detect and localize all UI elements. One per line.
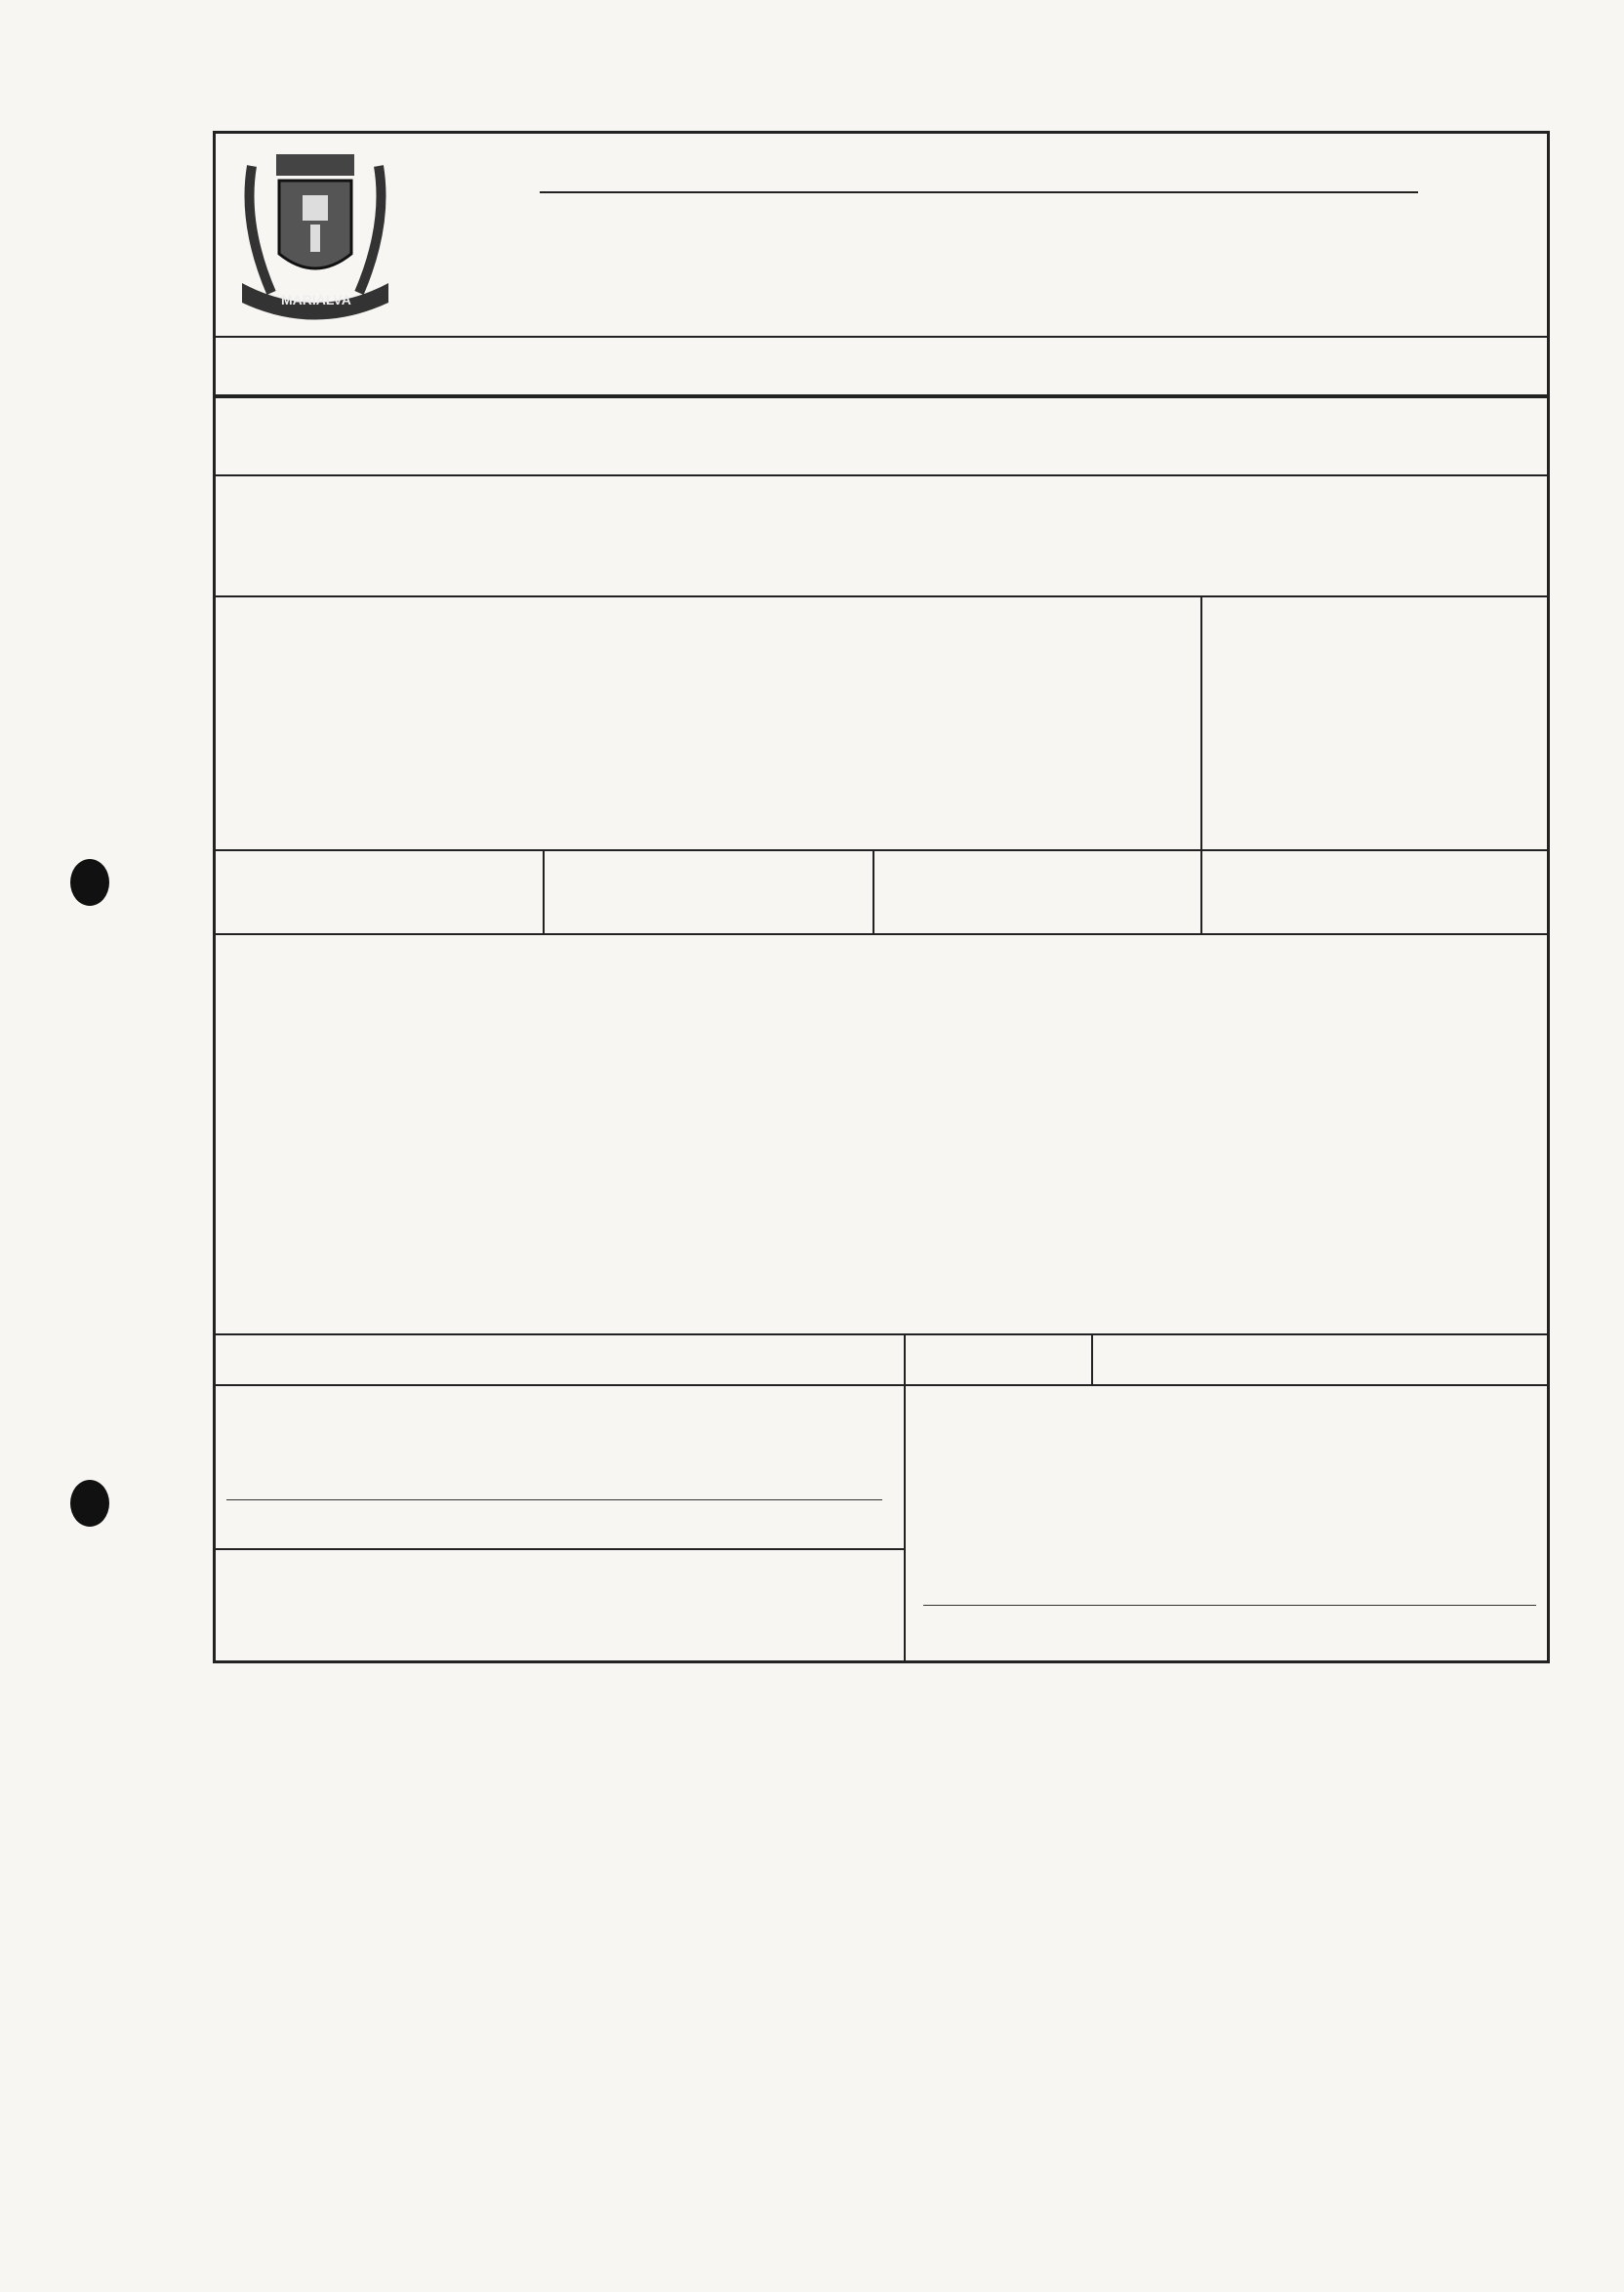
divider: [213, 336, 1550, 338]
divider: [1200, 849, 1202, 933]
divider: [1091, 1333, 1093, 1384]
divider: [904, 1384, 906, 1663]
divider: [213, 394, 1550, 398]
document-frame: [213, 131, 1550, 1663]
title-underline: [540, 191, 1418, 193]
divider: [213, 849, 1550, 851]
divider: [213, 595, 1550, 597]
divider: [213, 1548, 904, 1550]
signature-line: [226, 1499, 882, 1500]
municipal-seal-icon: [223, 137, 408, 332]
punch-hole-top: [70, 859, 109, 906]
svg-text:MARIALVA: MARIALVA: [281, 292, 351, 307]
divider: [213, 474, 1550, 476]
divider: [213, 1384, 1550, 1386]
divider: [904, 1333, 906, 1384]
divider: [1200, 595, 1202, 849]
divider: [543, 849, 545, 933]
punch-hole-bottom: [70, 1480, 109, 1527]
signature-line: [923, 1605, 1536, 1606]
divider: [213, 1333, 1550, 1335]
divider: [873, 849, 874, 933]
divider: [213, 933, 1550, 935]
